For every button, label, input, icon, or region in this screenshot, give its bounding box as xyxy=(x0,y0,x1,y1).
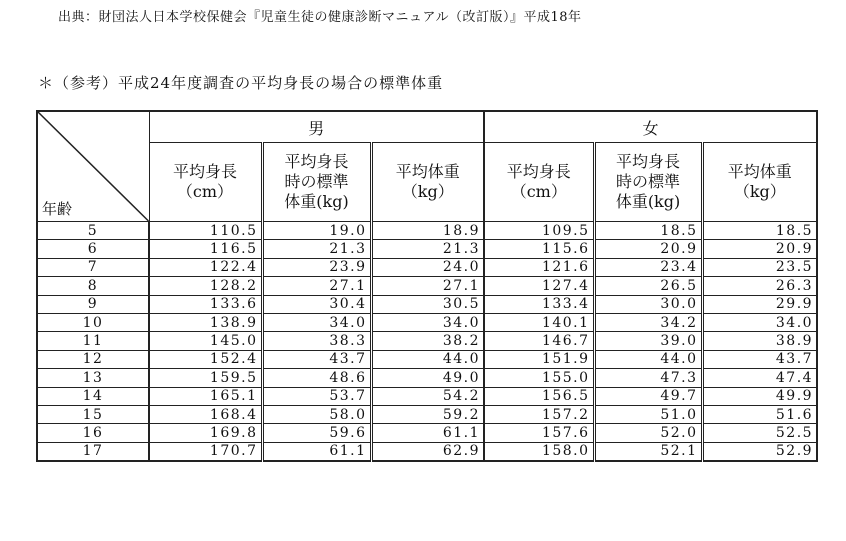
value-cell-female-avg-weight: 49.9 xyxy=(702,387,817,405)
value-cell-female-avg-height: 109.5 xyxy=(484,222,594,240)
value-cell-female-avg-height: 121.6 xyxy=(484,258,594,276)
age-cell: 7 xyxy=(37,258,149,276)
value-cell-female-avg-weight: 29.9 xyxy=(702,295,817,313)
col-header-female-standard-weight: 平均身長 時の標準 体重(kg) xyxy=(594,143,702,222)
age-cell: 11 xyxy=(37,332,149,350)
source-citation: 出典：財団法人日本学校保健会『児童生徒の健康診断マニュアル（改訂版）』平成18年 xyxy=(58,10,582,25)
value-cell-female-avg-height: 115.6 xyxy=(484,240,594,258)
col-header-male-standard-weight: 平均身長 時の標準 体重(kg) xyxy=(262,143,371,222)
value-cell-male-standard-weight: 23.9 xyxy=(262,258,371,276)
value-cell-female-avg-weight: 20.9 xyxy=(702,240,817,258)
group-male: 男 xyxy=(149,111,484,143)
value-cell-male-standard-weight: 58.0 xyxy=(262,405,371,423)
value-cell-female-avg-height: 151.9 xyxy=(484,350,594,368)
value-cell-male-avg-height: 169.8 xyxy=(149,424,262,442)
value-cell-female-avg-height: 140.1 xyxy=(484,313,594,331)
age-cell: 9 xyxy=(37,295,149,313)
table-row xyxy=(37,313,817,331)
table-row xyxy=(37,240,817,258)
value-cell-male-standard-weight: 34.0 xyxy=(262,313,371,331)
value-cell-female-avg-height: 127.4 xyxy=(484,277,594,295)
value-cell-male-avg-weight: 27.1 xyxy=(371,277,484,295)
col-header-female-avg-height: 平均身長 （cm） xyxy=(484,143,594,222)
value-cell-female-avg-weight: 43.7 xyxy=(702,350,817,368)
col-header-male-avg-weight: 平均体重 （kg） xyxy=(371,143,484,222)
age-cell: 17 xyxy=(37,442,149,461)
value-cell-female-avg-height: 133.4 xyxy=(484,295,594,313)
value-cell-female-standard-weight: 30.0 xyxy=(594,295,702,313)
value-cell-male-avg-height: 128.2 xyxy=(149,277,262,295)
age-corner-header xyxy=(37,111,149,222)
value-cell-male-standard-weight: 27.1 xyxy=(262,277,371,295)
col-header-female-avg-weight: 平均体重 （kg） xyxy=(702,143,817,222)
value-cell-female-standard-weight: 52.1 xyxy=(594,442,702,461)
value-cell-male-avg-weight: 54.2 xyxy=(371,387,484,405)
value-cell-female-avg-weight: 47.4 xyxy=(702,369,817,387)
value-cell-male-avg-height: 145.0 xyxy=(149,332,262,350)
table-row xyxy=(37,350,817,368)
value-cell-male-standard-weight: 61.1 xyxy=(262,442,371,461)
age-label: 年齢 xyxy=(42,200,73,218)
value-cell-female-standard-weight: 26.5 xyxy=(594,277,702,295)
value-cell-female-standard-weight: 47.3 xyxy=(594,369,702,387)
table-row xyxy=(37,295,817,313)
value-cell-male-standard-weight: 21.3 xyxy=(262,240,371,258)
value-cell-male-avg-height: 122.4 xyxy=(149,258,262,276)
table-row xyxy=(37,369,817,387)
table-row xyxy=(37,258,817,276)
value-cell-female-avg-weight: 38.9 xyxy=(702,332,817,350)
table-row xyxy=(37,405,817,423)
value-cell-female-avg-weight: 52.9 xyxy=(702,442,817,461)
value-cell-male-avg-weight: 30.5 xyxy=(371,295,484,313)
age-cell: 8 xyxy=(37,277,149,295)
value-cell-female-standard-weight: 18.5 xyxy=(594,222,702,240)
value-cell-male-avg-height: 116.5 xyxy=(149,240,262,258)
table-row xyxy=(37,387,817,405)
value-cell-male-avg-height: 168.4 xyxy=(149,405,262,423)
table-row xyxy=(37,222,817,240)
value-cell-female-avg-weight: 23.5 xyxy=(702,258,817,276)
value-cell-male-standard-weight: 53.7 xyxy=(262,387,371,405)
value-cell-female-standard-weight: 39.0 xyxy=(594,332,702,350)
value-cell-female-avg-height: 156.5 xyxy=(484,387,594,405)
age-cell: 15 xyxy=(37,405,149,423)
value-cell-male-avg-weight: 38.2 xyxy=(371,332,484,350)
value-cell-female-avg-height: 158.0 xyxy=(484,442,594,461)
value-cell-female-avg-weight: 34.0 xyxy=(702,313,817,331)
value-cell-male-avg-weight: 49.0 xyxy=(371,369,484,387)
value-cell-female-avg-weight: 52.5 xyxy=(702,424,817,442)
value-cell-male-avg-height: 133.6 xyxy=(149,295,262,313)
value-cell-female-standard-weight: 49.7 xyxy=(594,387,702,405)
age-cell: 10 xyxy=(37,313,149,331)
value-cell-male-avg-weight: 21.3 xyxy=(371,240,484,258)
table-row xyxy=(37,277,817,295)
age-cell: 13 xyxy=(37,369,149,387)
value-cell-male-avg-height: 159.5 xyxy=(149,369,262,387)
value-cell-male-avg-weight: 18.9 xyxy=(371,222,484,240)
col-header-male-avg-height: 平均身長 （cm） xyxy=(149,143,262,222)
value-cell-female-standard-weight: 23.4 xyxy=(594,258,702,276)
age-cell: 14 xyxy=(37,387,149,405)
value-cell-male-standard-weight: 48.6 xyxy=(262,369,371,387)
value-cell-male-standard-weight: 59.6 xyxy=(262,424,371,442)
age-cell: 12 xyxy=(37,350,149,368)
value-cell-female-standard-weight: 20.9 xyxy=(594,240,702,258)
value-cell-male-avg-height: 110.5 xyxy=(149,222,262,240)
value-cell-male-avg-weight: 34.0 xyxy=(371,313,484,331)
value-cell-male-avg-height: 138.9 xyxy=(149,313,262,331)
value-cell-male-avg-height: 152.4 xyxy=(149,350,262,368)
age-cell: 5 xyxy=(37,222,149,240)
value-cell-male-avg-weight: 62.9 xyxy=(371,442,484,461)
table-row xyxy=(37,442,817,461)
value-cell-female-standard-weight: 52.0 xyxy=(594,424,702,442)
value-cell-male-avg-height: 170.7 xyxy=(149,442,262,461)
value-cell-male-avg-weight: 24.0 xyxy=(371,258,484,276)
value-cell-male-avg-weight: 61.1 xyxy=(371,424,484,442)
table-row xyxy=(37,332,817,350)
value-cell-female-standard-weight: 51.0 xyxy=(594,405,702,423)
table-row xyxy=(37,424,817,442)
value-cell-male-avg-weight: 59.2 xyxy=(371,405,484,423)
group-female: 女 xyxy=(484,111,817,143)
age-cell: 6 xyxy=(37,240,149,258)
value-cell-female-avg-height: 157.6 xyxy=(484,424,594,442)
value-cell-female-standard-weight: 34.2 xyxy=(594,313,702,331)
value-cell-male-avg-weight: 44.0 xyxy=(371,350,484,368)
age-cell: 16 xyxy=(37,424,149,442)
value-cell-female-avg-weight: 18.5 xyxy=(702,222,817,240)
value-cell-male-avg-height: 165.1 xyxy=(149,387,262,405)
table-caption: ＊（参考）平成24年度調査の平均身長の場合の標準体重 xyxy=(38,74,444,92)
value-cell-female-standard-weight: 44.0 xyxy=(594,350,702,368)
standard-weight-table xyxy=(36,110,818,462)
value-cell-male-standard-weight: 43.7 xyxy=(262,350,371,368)
value-cell-female-avg-weight: 26.3 xyxy=(702,277,817,295)
value-cell-male-standard-weight: 19.0 xyxy=(262,222,371,240)
value-cell-female-avg-height: 155.0 xyxy=(484,369,594,387)
value-cell-female-avg-height: 157.2 xyxy=(484,405,594,423)
value-cell-male-standard-weight: 38.3 xyxy=(262,332,371,350)
value-cell-female-avg-weight: 51.6 xyxy=(702,405,817,423)
value-cell-female-avg-height: 146.7 xyxy=(484,332,594,350)
value-cell-male-standard-weight: 30.4 xyxy=(262,295,371,313)
